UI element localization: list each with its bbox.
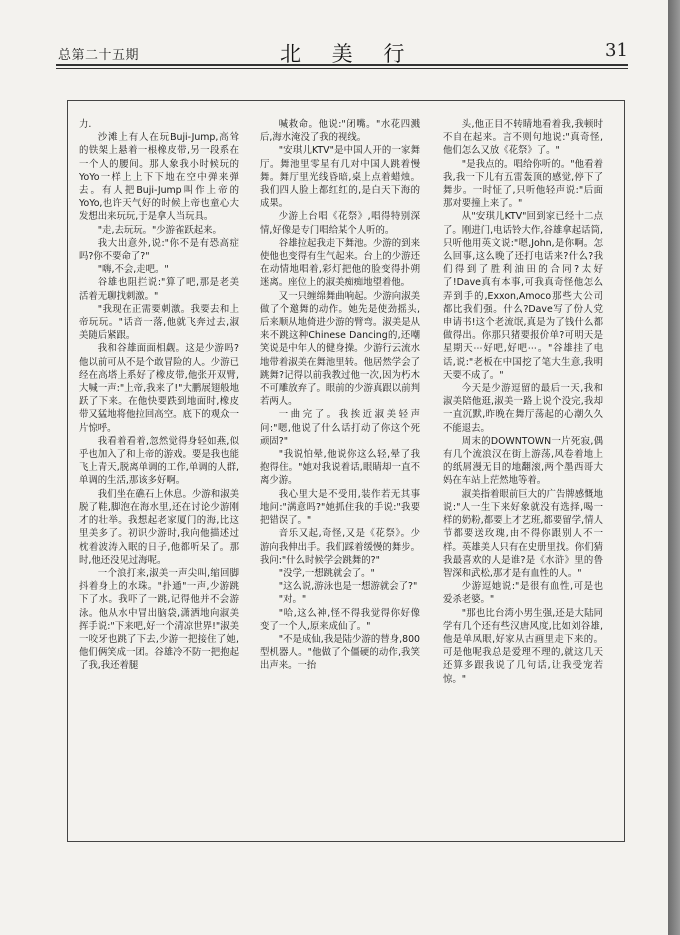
paragraph: 喊救命。他说:"闭嘴。"水花四溅后,海水淹没了我的视线。 (260, 119, 420, 144)
paragraph: 少游逗她说:"是很有血性,可是也爱杀老婆。" (443, 581, 603, 606)
paragraph: 从"安琪儿KTV"回到家已经十二点了。刚进门,电话铃大作,谷雄拿起话筒,只听他用英文说:"嗯,John,是你啊。怎么回事,这么晚了还打电话来?什么?我们得到了胜利油田的合同?太好了!Dave真有本事,可我真奇怪他怎么弄到手的,Exxon,Amoco那些大公司都比我们强。什么?Dave写了份人党申请书!这个老流氓,真是为了钱什么都做得出。你那只猪要报价单?可明天是星期天⋯好吧,好吧⋯。"谷雄挂了电话,说:"老板在中国挖了笔大生意,我明天要不成了。" (443, 211, 603, 381)
magazine-title: 北 美 行 (280, 42, 417, 66)
paragraph: "嗨,不会,走吧。" (97, 264, 169, 276)
paragraph: 又一只缠绵舞曲响起。少游向淑美做了个邀舞的动作。她先是使劲摇头,后来顺从地倚进少游的臂弯。淑美是从来不跳这种Chinese Dancing的,还嘲笑说是中年人的健身操。少游行云流水地带着淑美在舞池里转。他居然学会了跳舞?记得以前我教过他一次,因为朽木不可雕放弃了。眼前的少游真跟以前判若两人。 (260, 290, 420, 408)
paragraph: 周末的DOWNTOWN一片死寂,偶有几个流浪汉在街上游荡,风卷着地上的纸屑漫无目的地翻滚,两个墨西哥大妈在车站上茫然地等着。 (443, 435, 603, 487)
page-edge-shadow (668, 0, 680, 935)
paragraph: 今天是少游逗留的最后一天,我和淑美陪他逛,淑美一路上说个没完,我却一直沉默,昨晚在舞厅荡起的心潮久久不能退去。 (443, 383, 603, 434)
paragraph: 谷雄也阻拦说:"算了吧,那是老美活着无聊找刺激。" (79, 277, 239, 302)
paragraph: 我心里大是不受用,装作若无其事地问:"满意吗?"她抓住我的手说:"我要把错误了。" (260, 488, 420, 527)
article-column-2 (260, 118, 420, 718)
paragraph: "是我点的。唱给你听的。"他看着我,我一下儿有五雷轰顶的感觉,停下了舞步。一时怔了,只听他轻声说:"后面那对要撞上来了。" (443, 158, 603, 210)
article-column-1 (79, 118, 239, 718)
paragraph: "不是成仙,我是陆少游的替身,800型机器人。"他做了个僵硬的动作,我笑出声来。一抬 (260, 633, 420, 672)
paragraph: "那也比台湾小男生强,还是大陆同学有几个还有些汉唐风度,比如刘谷雄,他是单凤眼,好家从古画里走下来的。可是他呢我总是爱理不理的,就这几天还算多跟我说了几句话,让我受宠若惊。" (443, 607, 603, 685)
paragraph: "我现在正需要刺激。我要去和上帝玩玩。"话音一落,他就飞奔过去,淑美随后紧跟。 (79, 303, 239, 342)
paragraph: 我和谷雄面面相觑。这是少游吗?他以前可从不是个敢冒险的人。少游已经在高塔上系好了橡皮带,他张开双臂,大喊一声:"上帝,我来了!"大鹏展翅般地跃了下来。在他快要跌到地面时,橡皮带又猛地将他拉回高空。底下的观众一片惊呼。 (79, 343, 239, 434)
paragraph: "哈,这么神,怪不得我觉得你好像变了一个人,原来成仙了。" (260, 607, 420, 632)
paragraph: "没学,一想跳就会了。" (278, 567, 375, 579)
issue-number: 总第二十五期 (58, 48, 140, 63)
paragraph: 沙滩上有人在玩Buji-Jump,高耸的铁架上悬着一根橡皮带,另一段系在一个人的腰间。那人象我小时候玩的YoYo一样上上下下地在空中弹来弹去。有人把Buji-Jump叫作上帝的YoYo,也许天气好的时候上帝也童心大发想出来玩玩,于是拿人当玩具。 (79, 132, 239, 223)
article-column-3 (443, 118, 603, 718)
paragraph: 我大出意外,说:"你不是有恐高症吗?你不要命了?" (79, 237, 239, 263)
paragraph: "走,去玩玩。"少游雀跃起来。 (97, 224, 222, 236)
paragraph: 一个浪打来,淑美一声尖叫,缩回脚抖着身上的水珠。"扑通"一声,少游跳下了水。我吓了一跳,记得他并不会游泳。他从水中冒出脑袋,潇洒地向淑美挥手说:"下来吧,好一个清凉世界!"淑美一咬牙也跳了下去,少游一把接住了她,他们俩笑成一团。谷雄冷不防一把抱起了我,我还着腿 (79, 567, 239, 672)
paragraph: "安琪儿KTV"是中国人开的一家舞厅。舞池里零星有几对中国人跳着慢舞。舞厅里光线昏暗,桌上点着蜡烛。我们四人脸上都红红的,是白天下海的成果。 (260, 145, 420, 210)
paragraph: 头,他正目不转睛地看着我,我顿时不自在起来。言不则句地说:"真奇怪,他们怎么又放《花祭》了。" (443, 119, 603, 157)
header-rule-bottom (56, 68, 628, 69)
paragraph: 我们坐在礁石上休息。少游和淑美脱了鞋,脚泡在海水里,还在讨论少游刚才的壮举。我想起老家厦门的海,比这里美多了。初识少游时,我向他描述过枕着波涛入眠的日子,他都听呆了。那时,他还没见过海呢。 (79, 488, 239, 566)
paragraph: 谷雄拉起我走下舞池。少游的到来使他也变得有生气起来。台上的少游还在动情地唱着,彩灯把他的脸变得扑朔迷离。座位上的淑美痴痴地望着他。 (260, 237, 420, 289)
paragraph: 音乐又起,奇怪,又是《花祭》。少游向我伸出手。我们踩着缓慢的舞步。我问:"什么时候学会跳舞的?" (260, 528, 420, 566)
paragraph: 少游上台唱《花祭》,唱得特别深情,好像是专门唱给某个人听的。 (260, 211, 420, 236)
header-rule-top (56, 64, 628, 66)
page-number: 31 (605, 40, 628, 61)
paragraph: "这么说,游泳也是一想游就会了?" (278, 581, 418, 593)
paragraph: 淑美指着眼前巨大的广告牌感慨地说:"人一生下来好象就没有选择,喝一样的奶粉,都要上才艺班,都要留学,情人节都要送玫瑰,由不得你跟别人不一样。英雄美人只有在史册里找。你们猜我最喜欢的人是谁?是《水浒》里的鲁智深和武松,那才是有血性的人。" (443, 488, 603, 579)
paragraph: 一曲完了。我挨近淑美轻声问:"嗯,他说了什么话打动了你这个死顽固?" (260, 409, 420, 447)
paragraph: 力. (79, 119, 92, 130)
paragraph: "我说怕晕,他说你这么轻,晕了我抱得住。"她对我说着话,眼睛却一直不离少游。 (260, 449, 420, 487)
paragraph: 我看着看着,忽然觉得身轻如燕,似乎也加入了和上帝的游戏。要是我也能飞上青天,脱离单调的工作,单调的人群,单调的生活,那该多好啊。 (79, 435, 239, 487)
paragraph: "对。" (278, 594, 307, 606)
